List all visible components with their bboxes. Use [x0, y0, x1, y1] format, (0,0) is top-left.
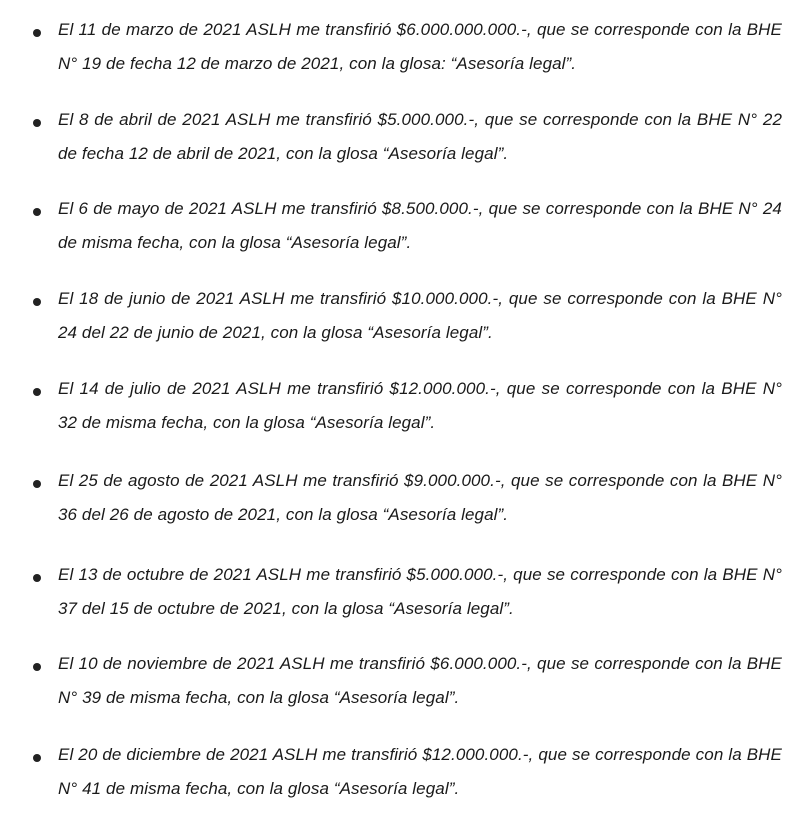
- bullet-icon: [33, 388, 41, 396]
- list-item-text: El 14 de julio de 2021 ASLH me transfirió $12.000.000.-, que se corresponde con la BHE N° 32 de misma fecha, con la glosa “Asesoría legal”.: [58, 379, 782, 432]
- list-item: [0, 747, 800, 817]
- bullet-icon: [33, 119, 41, 127]
- list-item-text: El 8 de abril de 2021 ASLH me transfirió $5.000.000.-, que se corresponde con la BHE N° 22 de fecha 12 de abril de 2021, con la glosa “Asesoría legal”.: [58, 110, 782, 163]
- bullet-icon: [33, 298, 41, 306]
- list-item: [0, 567, 800, 637]
- list-item-text: El 11 de marzo de 2021 ASLH me transfirió $6.000.000.000.-, que se corresponde con la BHE N° 19 de fecha 12 de marzo de 2021, con la glosa: “Asesoría legal”.: [58, 20, 782, 73]
- list-item: [0, 201, 800, 271]
- list-item: [0, 381, 800, 451]
- list-item: [0, 112, 800, 182]
- bullet-icon: [33, 208, 41, 216]
- list-item-text: El 20 de diciembre de 2021 ASLH me transfirió $12.000.000.-, que se corresponde con la BHE N° 41 de misma fecha, con la glosa “Asesoría legal”.: [58, 745, 782, 798]
- list-item-text: El 6 de mayo de 2021 ASLH me transfirió $8.500.000.-, que se corresponde con la BHE N° 24 de misma fecha, con la glosa “Asesoría legal”.: [58, 199, 782, 252]
- bullet-icon: [33, 663, 41, 671]
- bullet-icon: [33, 29, 41, 37]
- list-item: [0, 473, 800, 543]
- list-item-text: El 13 de octubre de 2021 ASLH me transfirió $5.000.000.-, que se corresponde con la BHE N° 37 del 15 de octubre de 2021, con la glosa “Asesoría legal”.: [58, 565, 782, 618]
- bullet-icon: [33, 754, 41, 762]
- list-item: [0, 291, 800, 361]
- list-item-text: El 18 de junio de 2021 ASLH me transfirió $10.000.000.-, que se corresponde con la BHE N° 24 del 22 de junio de 2021, con la glosa “Asesoría legal”.: [58, 289, 782, 342]
- list-item-text: El 25 de agosto de 2021 ASLH me transfirió $9.000.000.-, que se corresponde con la BHE N° 36 del 26 de agosto de 2021, con la glosa “Asesoría legal”.: [58, 471, 782, 524]
- bullet-icon: [33, 480, 41, 488]
- bullet-icon: [33, 574, 41, 582]
- list-item: [0, 22, 800, 92]
- list-item: [0, 656, 800, 726]
- list-item-text: El 10 de noviembre de 2021 ASLH me transfirió $6.000.000.-, que se corresponde con la BHE N° 39 de misma fecha, con la glosa “Asesoría legal”.: [58, 654, 782, 707]
